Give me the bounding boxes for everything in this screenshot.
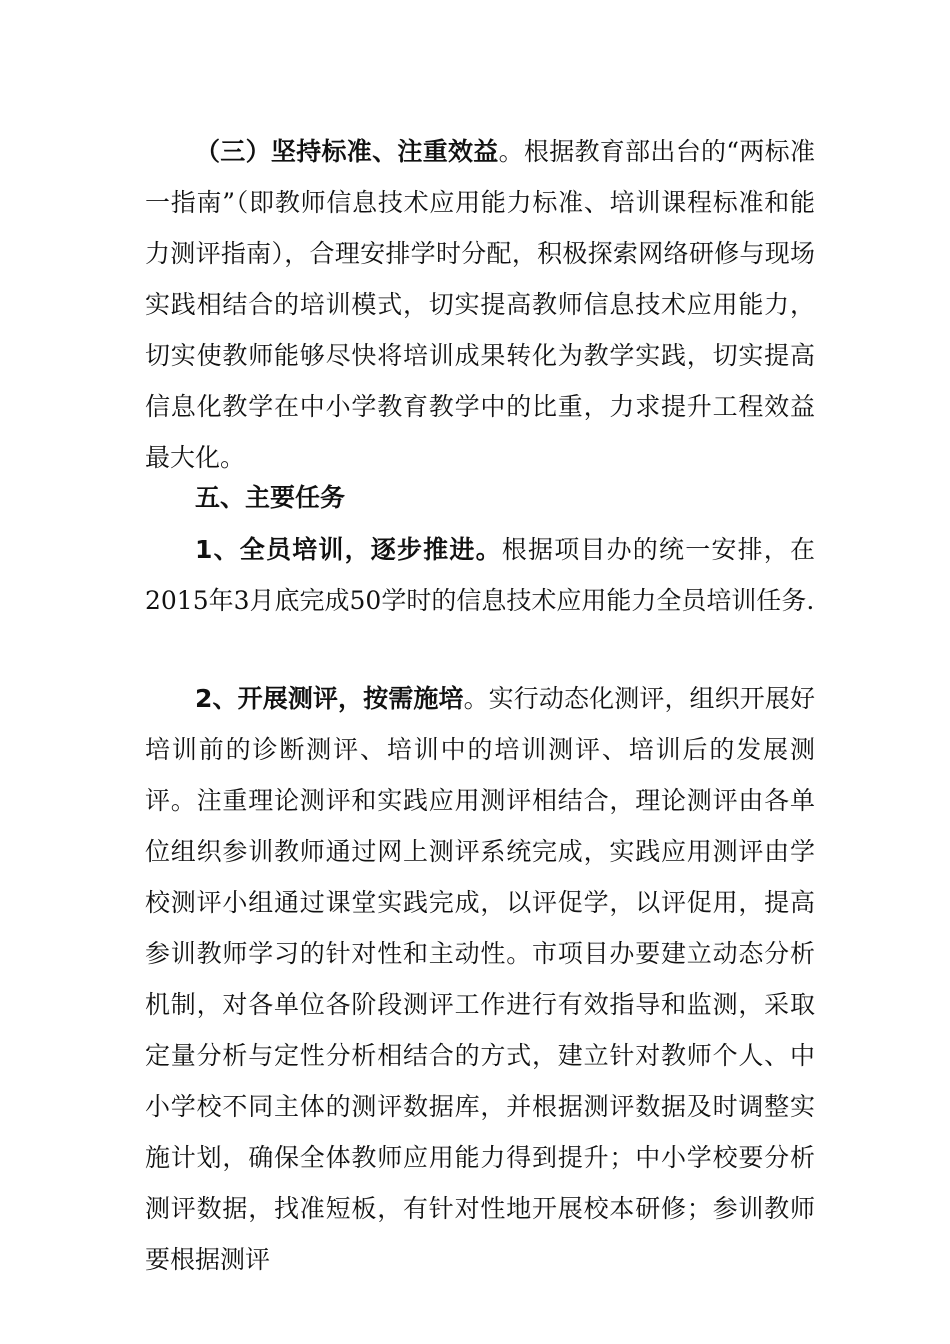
paragraph-body: 。实行动态化测评，组织开展好培训前的诊断测评、培训中的培训测评、培训后的发展测评。注重理论测评和实践应用测评相结合，理论测评由各单位组织参训教师通过网上测评系统完成，实践应用测评由学校测评小组通过课堂实践完成，以评促学，以评促用，提高参训教师学习的针对性和主动性。市项目办要建立动态分析机制，对各单位各阶段测评工作进行有效指导和监测，采取定量分析与定性分析相结合的方式，建立针对教师个人、中小学校不同主体的测评数据库，并根据测评数据及时调整实施计划，确保全体教师应用能力得到提升；中小学校要分析测评数据，找准短板，有针对性地开展校本研修；参训教师要根据测评: [145, 684, 815, 1274]
paragraph-task-2: [145, 673, 815, 1285]
section-heading: 五、主要任务: [195, 483, 346, 512]
paragraph-lead: 2、开展测评，按需施培: [195, 684, 464, 713]
paragraph-task-1: [145, 524, 815, 626]
paragraph-body: 。根据教育部出台的“两标准一指南”（即教师信息技术应用能力标准、培训课程标准和能力测评指南），合理安排学时分配，积极探索网络研修与现场实践相结合的培训模式，切实提高教师信息技术应用能力，切实使教师能够尽快将培训成果转化为教学实践，切实提高信息化教学在中小学教育教学中的比重，力求提升工程效益最大化。: [145, 137, 815, 472]
paragraph-principle-3: [145, 126, 815, 483]
paragraph-lead: （三）坚持标准、注重效益: [195, 137, 499, 166]
paragraph-lead: 1、全员培训，逐步推进。: [195, 535, 502, 564]
paragraph-body: 根据项目办的统一安排，在2015年3月底完成50学时的信息技术应用能力全员培训任务.: [145, 535, 815, 615]
